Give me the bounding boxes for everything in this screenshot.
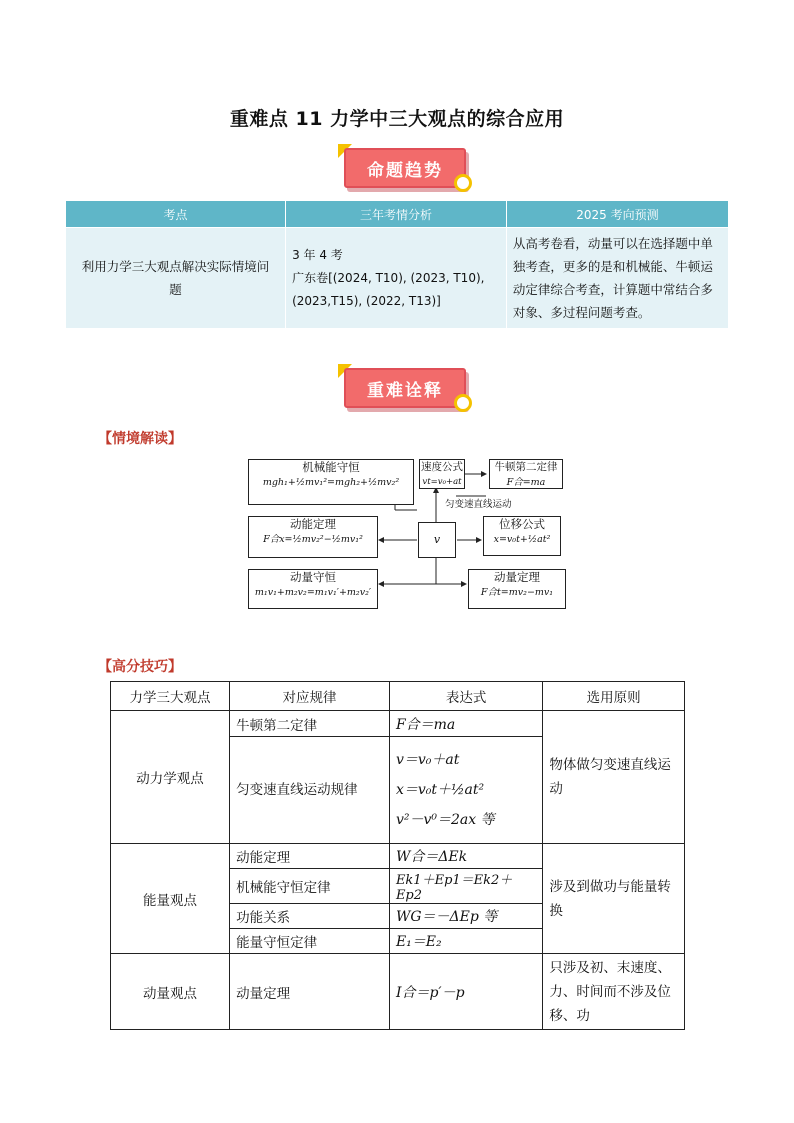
banner-ring-icon — [454, 394, 472, 412]
trend-prediction: 从高考卷看，动量可以在选择题中单独考查，更多的是和机械能、牛顿运动定律综合考查，计算题中常结合多对象、多过程问题考查。 — [506, 228, 728, 329]
dynamics-expr-velocity: v＝v₀＋at — [395, 752, 460, 768]
momentum-conservation-box — [248, 569, 378, 609]
trend-analysis-count: 3 年 4 考 — [292, 247, 343, 262]
header-law: 对应规律 — [230, 682, 390, 711]
kinetic-box — [248, 516, 378, 558]
energy-expr-mechanical: Ek1＋Ep1＝Ek2＋Ep2 — [389, 869, 542, 904]
energy-expr-kinetic: W合＝ΔEk — [389, 844, 542, 869]
trend-header-prediction: 2025 考向预测 — [506, 201, 728, 228]
energy-view: 能量观点 — [111, 844, 230, 954]
dynamics-law-uniform: 匀变速直线运动规律 — [230, 737, 390, 844]
banner-ring-icon — [454, 174, 472, 192]
mech-energy-title: 机械能守恒 — [302, 460, 360, 474]
velocity-title: 速度公式 — [421, 461, 463, 473]
newton2-formula: F合=ma — [506, 477, 546, 488]
explain-banner-label: 重难诠释 — [344, 368, 466, 408]
energy-law-conservation: 能量守恒定律 — [230, 929, 390, 954]
energy-expr-work: WG＝－ΔEp 等 — [389, 904, 542, 929]
newton2-title: 牛顿第二定律 — [494, 461, 558, 473]
energy-law-kinetic: 动能定理 — [230, 844, 390, 869]
dynamics-expr-velocity-squared: v²－v⁰＝2ax 等 — [395, 812, 495, 828]
trend-table — [65, 200, 729, 329]
header-principle: 选用原则 — [543, 682, 685, 711]
velocity-center-box — [418, 522, 456, 558]
dynamics-expr-newton: F合＝ma — [389, 711, 542, 737]
dynamics-law-newton: 牛顿第二定律 — [230, 711, 390, 737]
momentum-view: 动量观点 — [111, 954, 230, 1030]
section-tips-label: 【高分技巧】 — [98, 659, 182, 675]
energy-law-mechanical: 机械能守恒定律 — [230, 869, 390, 904]
dynamics-view: 动力学观点 — [111, 711, 230, 844]
displacement-box — [483, 516, 561, 556]
trend-header-topic: 考点 — [66, 201, 286, 228]
displacement-formula: x=v₀t+½at² — [493, 534, 551, 545]
momentum-theorem-box — [468, 569, 566, 609]
energy-principle: 涉及到做功与能量转换 — [543, 844, 685, 954]
dynamics-expr-displacement: x＝v₀t＋½at² — [395, 782, 485, 798]
mechanics-diagram — [245, 456, 565, 616]
explain-banner — [338, 364, 478, 414]
displacement-title: 位移公式 — [499, 517, 545, 531]
velocity-box — [419, 459, 465, 489]
momentum-principle: 只涉及初、末速度、力、时间而不涉及位移、功 — [543, 954, 685, 1030]
velocity-formula: vt=v₀+at — [422, 477, 462, 487]
kinetic-title: 动能定理 — [290, 517, 336, 531]
momentum-conservation-formula: m₁v₁+m₂v₂=m₁v₁′+m₂v₂′ — [254, 587, 372, 598]
trend-topic: 利用力学三大观点解决实际情境问题 — [66, 228, 286, 329]
momentum-conservation-title: 动量守恒 — [290, 570, 336, 584]
trend-banner-label: 命题趋势 — [344, 148, 466, 188]
header-view: 力学三大观点 — [111, 682, 230, 711]
header-expression: 表达式 — [389, 682, 542, 711]
newton2-box — [489, 459, 563, 489]
dynamics-expr-uniform — [389, 737, 542, 844]
momentum-theorem-title: 动量定理 — [494, 570, 540, 584]
uniform-motion-label: 匀变速直线运动 — [445, 499, 512, 510]
trend-header-analysis: 三年考情分析 — [286, 201, 507, 228]
dynamics-principle: 物体做匀变速直线运动 — [543, 711, 685, 844]
mech-energy-box — [248, 459, 414, 505]
mech-energy-formula: mgh₁+½mv₁²=mgh₂+½mv₂² — [262, 477, 400, 488]
kinetic-formula: F合x=½mv₂²−½mv₁² — [263, 534, 363, 545]
trend-analysis-papers: 广东卷[(2024, T10), (2023, T10), (2023,T15), (2022, T13)] — [292, 270, 485, 308]
trend-banner — [338, 144, 478, 194]
three-views-table — [110, 681, 685, 1030]
trend-analysis — [286, 228, 507, 329]
energy-expr-conservation: E₁＝E₂ — [389, 929, 542, 954]
page-title: 重难点 11 力学中三大观点的综合应用 — [229, 108, 565, 130]
momentum-law-theorem: 动量定理 — [230, 954, 390, 1030]
velocity-center-label: v — [433, 533, 441, 546]
momentum-expr-theorem: I合＝p′－p — [389, 954, 542, 1030]
momentum-theorem-formula: F合t=mv₂−mv₁ — [480, 587, 554, 598]
section-context-label: 【情境解读】 — [98, 431, 182, 447]
energy-law-work: 功能关系 — [230, 904, 390, 929]
